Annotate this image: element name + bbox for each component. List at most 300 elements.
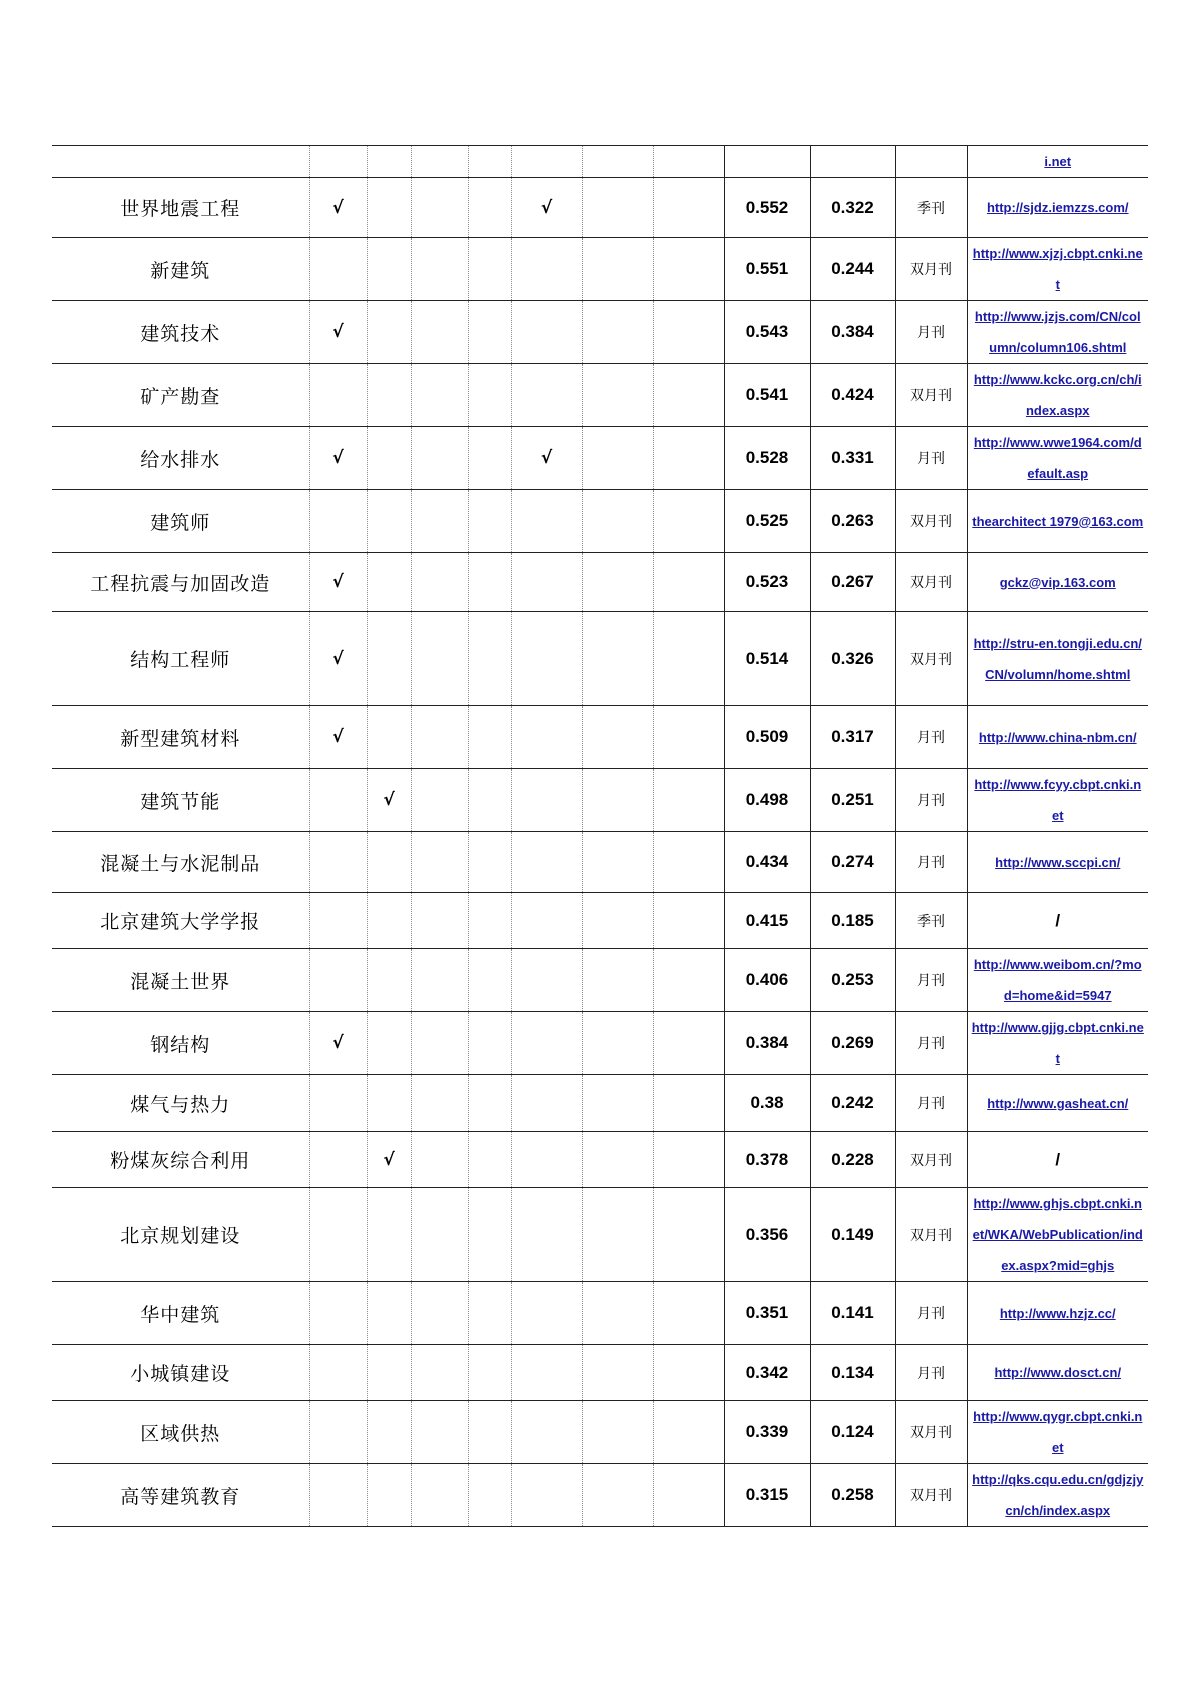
index-mark-cell <box>582 1132 653 1188</box>
immediacy-cell: 0.317 <box>810 706 895 769</box>
index-mark-cell <box>411 1075 468 1132</box>
index-mark-cell <box>367 238 411 301</box>
index-mark-cell <box>468 1464 511 1527</box>
index-mark-cell <box>653 893 724 949</box>
index-mark-cell <box>367 1188 411 1282</box>
index-mark-cell <box>367 612 411 706</box>
index-mark-cell <box>511 1075 582 1132</box>
index-mark-cell <box>367 1075 411 1132</box>
journal-table-body <box>52 146 1148 1527</box>
journal-name-cell: 建筑师 <box>52 490 309 553</box>
frequency-cell: 季刊 <box>895 893 967 949</box>
journal-name-cell: 新型建筑材料 <box>52 706 309 769</box>
index-mark-cell <box>411 769 468 832</box>
frequency-cell: 月刊 <box>895 301 967 364</box>
website-cell <box>967 1464 1148 1527</box>
index-mark-cell: √ <box>367 1132 411 1188</box>
index-mark-cell <box>411 1188 468 1282</box>
immediacy-cell: 0.322 <box>810 178 895 238</box>
index-mark-cell <box>468 893 511 949</box>
table-row <box>52 490 1148 553</box>
index-mark-cell <box>653 832 724 893</box>
index-mark-cell <box>653 1464 724 1527</box>
frequency-cell: 双月刊 <box>895 1188 967 1282</box>
index-mark-cell <box>309 146 367 178</box>
index-mark-cell <box>582 490 653 553</box>
table-row <box>52 893 1148 949</box>
index-mark-cell <box>411 893 468 949</box>
website-link[interactable]: http://www.fcyy.cbpt.cnki.net <box>974 777 1142 823</box>
impact-factor-cell: 0.551 <box>724 238 810 301</box>
table-row <box>52 612 1148 706</box>
table-row <box>52 1282 1148 1345</box>
website-cell <box>967 1075 1148 1132</box>
journal-name-cell: 北京规划建设 <box>52 1188 309 1282</box>
website-cell <box>967 364 1148 427</box>
index-mark-cell <box>582 146 653 178</box>
website-cell <box>967 301 1148 364</box>
immediacy-cell: 0.326 <box>810 612 895 706</box>
immediacy-cell: 0.242 <box>810 1075 895 1132</box>
index-mark-cell <box>582 612 653 706</box>
index-mark-cell <box>653 301 724 364</box>
journal-name-cell: 结构工程师 <box>52 612 309 706</box>
journal-table <box>52 145 1148 1527</box>
index-mark-cell <box>511 146 582 178</box>
index-mark-cell <box>309 832 367 893</box>
index-mark-cell <box>582 949 653 1012</box>
index-mark-cell <box>411 1464 468 1527</box>
immediacy-cell: 0.149 <box>810 1188 895 1282</box>
index-mark-cell <box>309 1464 367 1527</box>
table-row <box>52 1075 1148 1132</box>
index-mark-cell <box>309 893 367 949</box>
index-mark-cell <box>309 1401 367 1464</box>
index-mark-cell <box>582 1345 653 1401</box>
website-cell <box>967 949 1148 1012</box>
immediacy-cell: 0.263 <box>810 490 895 553</box>
index-mark-cell <box>582 1012 653 1075</box>
index-mark-cell <box>582 301 653 364</box>
frequency-cell: 月刊 <box>895 706 967 769</box>
website-link[interactable]: http://www.kckc.org.cn/ch/index.aspx <box>973 372 1142 418</box>
impact-factor-cell: 0.351 <box>724 1282 810 1345</box>
immediacy-cell: 0.384 <box>810 301 895 364</box>
index-mark-cell: √ <box>309 1012 367 1075</box>
immediacy-cell: 0.269 <box>810 1012 895 1075</box>
index-mark-cell <box>511 832 582 893</box>
frequency-cell: 月刊 <box>895 1012 967 1075</box>
index-mark-cell <box>367 490 411 553</box>
index-mark-cell <box>511 769 582 832</box>
table-row <box>52 1401 1148 1464</box>
website-cell <box>967 832 1148 893</box>
index-mark-cell: √ <box>309 178 367 238</box>
index-mark-cell <box>511 1132 582 1188</box>
website-link[interactable]: http://www.weibom.cn/?mod=home&id=5947 <box>973 957 1142 1003</box>
table-row <box>52 832 1148 893</box>
index-mark-cell <box>367 1464 411 1527</box>
impact-factor-cell: 0.406 <box>724 949 810 1012</box>
index-mark-cell <box>468 1012 511 1075</box>
website-cell <box>967 1345 1148 1401</box>
website-cell <box>967 893 1148 949</box>
index-mark-cell <box>653 1075 724 1132</box>
index-mark-cell <box>582 427 653 490</box>
index-mark-cell <box>653 490 724 553</box>
index-mark-cell <box>511 1282 582 1345</box>
journal-name-cell: 北京建筑大学学报 <box>52 893 309 949</box>
journal-name-cell: 小城镇建设 <box>52 1345 309 1401</box>
index-mark-cell <box>653 364 724 427</box>
index-mark-cell <box>653 769 724 832</box>
website-link[interactable]: http://www.jzjs.com/CN/column/column106.shtml <box>974 309 1141 355</box>
table-row <box>52 1188 1148 1282</box>
index-mark-cell: √ <box>309 553 367 612</box>
website-link[interactable]: http://www.china-nbm.cn/ <box>978 729 1137 745</box>
no-website-mark: / <box>1055 910 1061 930</box>
index-mark-cell <box>367 706 411 769</box>
index-mark-cell <box>411 427 468 490</box>
index-mark-cell <box>511 612 582 706</box>
index-mark-cell <box>653 146 724 178</box>
index-mark-cell <box>411 706 468 769</box>
index-mark-cell <box>309 769 367 832</box>
index-mark-cell <box>511 553 582 612</box>
index-mark-cell: √ <box>511 178 582 238</box>
website-link[interactable]: http://www.xjzj.cbpt.cnki.net <box>972 246 1143 292</box>
immediacy-cell: 0.185 <box>810 893 895 949</box>
website-link[interactable]: http://www.wwe1964.com/default.asp <box>973 435 1142 481</box>
index-mark-cell: √ <box>511 427 582 490</box>
index-mark-cell <box>468 490 511 553</box>
frequency-cell: 月刊 <box>895 427 967 490</box>
frequency-cell: 月刊 <box>895 832 967 893</box>
frequency-cell: 双月刊 <box>895 1132 967 1188</box>
index-mark-cell <box>468 949 511 1012</box>
index-mark-cell <box>411 1012 468 1075</box>
index-mark-cell <box>582 238 653 301</box>
index-mark-cell <box>411 553 468 612</box>
index-mark-cell <box>411 364 468 427</box>
journal-name-cell: 华中建筑 <box>52 1282 309 1345</box>
index-mark-cell <box>511 238 582 301</box>
index-mark-cell <box>309 364 367 427</box>
index-mark-cell <box>468 1282 511 1345</box>
immediacy-cell: 0.251 <box>810 769 895 832</box>
index-mark-cell <box>653 1345 724 1401</box>
immediacy-cell: 0.253 <box>810 949 895 1012</box>
website-cell <box>967 146 1148 178</box>
index-mark-cell <box>367 893 411 949</box>
website-cell <box>967 178 1148 238</box>
table-row <box>52 949 1148 1012</box>
index-mark-cell <box>367 832 411 893</box>
immediacy-cell: 0.228 <box>810 1132 895 1188</box>
index-mark-cell <box>653 1401 724 1464</box>
website-cell <box>967 1401 1148 1464</box>
index-mark-cell <box>411 1282 468 1345</box>
index-mark-cell <box>653 178 724 238</box>
index-mark-cell <box>367 949 411 1012</box>
frequency-cell: 双月刊 <box>895 490 967 553</box>
index-mark-cell <box>653 1012 724 1075</box>
journal-name-cell: 矿产勘查 <box>52 364 309 427</box>
index-mark-cell <box>411 301 468 364</box>
index-mark-cell <box>653 612 724 706</box>
immediacy-cell: 0.124 <box>810 1401 895 1464</box>
index-mark-cell <box>582 364 653 427</box>
index-mark-cell: √ <box>309 612 367 706</box>
immediacy-cell: 0.134 <box>810 1345 895 1401</box>
index-mark-cell <box>582 1188 653 1282</box>
website-cell <box>967 1132 1148 1188</box>
website-link[interactable]: http://www.hzjz.cc/ <box>999 1305 1116 1321</box>
website-link[interactable]: i.net <box>1044 154 1072 169</box>
index-mark-cell <box>653 1188 724 1282</box>
index-mark-cell <box>582 178 653 238</box>
index-mark-cell <box>582 1401 653 1464</box>
index-mark-cell <box>511 364 582 427</box>
journal-name-cell: 钢结构 <box>52 1012 309 1075</box>
index-mark-cell <box>411 949 468 1012</box>
impact-factor-cell: 0.342 <box>724 1345 810 1401</box>
table-row <box>52 706 1148 769</box>
immediacy-cell: 0.274 <box>810 832 895 893</box>
index-mark-cell <box>582 1464 653 1527</box>
impact-factor-cell: 0.356 <box>724 1188 810 1282</box>
impact-factor-cell <box>724 146 810 178</box>
index-mark-cell <box>468 612 511 706</box>
no-website-mark: / <box>1055 1149 1061 1169</box>
impact-factor-cell: 0.509 <box>724 706 810 769</box>
index-mark-cell <box>511 1188 582 1282</box>
website-link[interactable]: http://stru-en.tongji.edu.cn/CN/volumn/home.shtml <box>973 635 1142 682</box>
index-mark-cell <box>582 893 653 949</box>
index-mark-cell <box>653 1282 724 1345</box>
index-mark-cell <box>468 364 511 427</box>
frequency-cell: 双月刊 <box>895 612 967 706</box>
frequency-cell: 双月刊 <box>895 1401 967 1464</box>
frequency-cell: 双月刊 <box>895 553 967 612</box>
index-mark-cell <box>309 490 367 553</box>
index-mark-cell <box>468 832 511 893</box>
frequency-cell: 季刊 <box>895 178 967 238</box>
frequency-cell: 月刊 <box>895 1075 967 1132</box>
index-mark-cell <box>411 832 468 893</box>
website-link[interactable]: http://www.ghjs.cbpt.cnki.net/WKA/WebPublication/index.aspx?mid=ghjs <box>972 1196 1143 1273</box>
index-mark-cell <box>468 178 511 238</box>
index-mark-cell <box>367 1282 411 1345</box>
index-mark-cell <box>309 1345 367 1401</box>
index-mark-cell <box>468 1188 511 1282</box>
index-mark-cell <box>653 238 724 301</box>
table-row <box>52 238 1148 301</box>
index-mark-cell <box>411 1345 468 1401</box>
table-row <box>52 364 1148 427</box>
website-cell <box>967 1282 1148 1345</box>
journal-name-cell <box>52 146 309 178</box>
index-mark-cell <box>309 238 367 301</box>
index-mark-cell <box>468 1075 511 1132</box>
immediacy-cell: 0.267 <box>810 553 895 612</box>
index-mark-cell <box>411 490 468 553</box>
index-mark-cell <box>653 1132 724 1188</box>
index-mark-cell <box>468 1132 511 1188</box>
index-mark-cell <box>511 1401 582 1464</box>
website-cell <box>967 1012 1148 1075</box>
impact-factor-cell: 0.339 <box>724 1401 810 1464</box>
index-mark-cell <box>653 706 724 769</box>
index-mark-cell <box>309 1188 367 1282</box>
journal-name-cell: 新建筑 <box>52 238 309 301</box>
impact-factor-cell: 0.384 <box>724 1012 810 1075</box>
frequency-cell <box>895 146 967 178</box>
index-mark-cell <box>367 178 411 238</box>
index-mark-cell <box>511 893 582 949</box>
journal-name-cell: 高等建筑教育 <box>52 1464 309 1527</box>
index-mark-cell <box>309 1075 367 1132</box>
index-mark-cell <box>367 146 411 178</box>
website-cell <box>967 612 1148 706</box>
index-mark-cell <box>411 1132 468 1188</box>
index-mark-cell <box>582 1282 653 1345</box>
impact-factor-cell: 0.38 <box>724 1075 810 1132</box>
index-mark-cell <box>653 427 724 490</box>
index-mark-cell <box>511 490 582 553</box>
index-mark-cell <box>411 612 468 706</box>
impact-factor-cell: 0.315 <box>724 1464 810 1527</box>
index-mark-cell <box>511 1345 582 1401</box>
website-link[interactable]: http://www.sccpi.cn/ <box>995 854 1121 870</box>
journal-name-cell: 煤气与热力 <box>52 1075 309 1132</box>
frequency-cell: 月刊 <box>895 1345 967 1401</box>
table-row <box>52 1345 1148 1401</box>
website-cell <box>967 238 1148 301</box>
impact-factor-cell: 0.378 <box>724 1132 810 1188</box>
impact-factor-cell: 0.523 <box>724 553 810 612</box>
frequency-cell: 双月刊 <box>895 364 967 427</box>
immediacy-cell: 0.141 <box>810 1282 895 1345</box>
index-mark-cell <box>367 1345 411 1401</box>
website-link[interactable]: thearchitect 1979@163.com <box>972 513 1144 529</box>
immediacy-cell: 0.258 <box>810 1464 895 1527</box>
impact-factor-cell: 0.434 <box>724 832 810 893</box>
website-cell <box>967 553 1148 612</box>
index-mark-cell <box>582 706 653 769</box>
impact-factor-cell: 0.528 <box>724 427 810 490</box>
frequency-cell: 月刊 <box>895 949 967 1012</box>
index-mark-cell <box>367 364 411 427</box>
website-link[interactable]: http://qks.cqu.edu.cn/gdjzjycn/ch/index.aspx <box>972 1472 1144 1518</box>
index-mark-cell <box>468 427 511 490</box>
journal-name-cell: 给水排水 <box>52 427 309 490</box>
journal-name-cell: 区域供热 <box>52 1401 309 1464</box>
table-row <box>52 1132 1148 1188</box>
table-row <box>52 769 1148 832</box>
index-mark-cell <box>582 1075 653 1132</box>
index-mark-cell <box>468 146 511 178</box>
journal-name-cell: 混凝土与水泥制品 <box>52 832 309 893</box>
index-mark-cell: √ <box>367 769 411 832</box>
index-mark-cell <box>411 1401 468 1464</box>
impact-factor-cell: 0.543 <box>724 301 810 364</box>
table-row <box>52 553 1148 612</box>
immediacy-cell: 0.244 <box>810 238 895 301</box>
journal-name-cell: 混凝土世界 <box>52 949 309 1012</box>
index-mark-cell <box>468 706 511 769</box>
table-row <box>52 178 1148 238</box>
index-mark-cell <box>511 706 582 769</box>
table-row <box>52 427 1148 490</box>
index-mark-cell <box>468 769 511 832</box>
website-link[interactable]: http://www.gjjg.cbpt.cnki.net <box>971 1020 1144 1066</box>
index-mark-cell <box>468 301 511 364</box>
frequency-cell: 月刊 <box>895 1282 967 1345</box>
index-mark-cell <box>511 1464 582 1527</box>
website-cell <box>967 427 1148 490</box>
journal-name-cell: 世界地震工程 <box>52 178 309 238</box>
frequency-cell: 月刊 <box>895 769 967 832</box>
immediacy-cell <box>810 146 895 178</box>
table-row <box>52 146 1148 178</box>
table-row <box>52 1012 1148 1075</box>
impact-factor-cell: 0.415 <box>724 893 810 949</box>
immediacy-cell: 0.331 <box>810 427 895 490</box>
index-mark-cell <box>411 238 468 301</box>
index-mark-cell <box>309 1282 367 1345</box>
index-mark-cell <box>309 1132 367 1188</box>
index-mark-cell <box>511 301 582 364</box>
table-row <box>52 1464 1148 1527</box>
index-mark-cell: √ <box>309 706 367 769</box>
index-mark-cell <box>367 301 411 364</box>
index-mark-cell <box>367 1401 411 1464</box>
website-link[interactable]: http://sjdz.iemzzs.com/ <box>986 200 1129 215</box>
impact-factor-cell: 0.525 <box>724 490 810 553</box>
index-mark-cell <box>582 769 653 832</box>
index-mark-cell <box>511 1012 582 1075</box>
website-cell <box>967 490 1148 553</box>
frequency-cell: 双月刊 <box>895 238 967 301</box>
immediacy-cell: 0.424 <box>810 364 895 427</box>
index-mark-cell <box>309 949 367 1012</box>
index-mark-cell <box>468 1401 511 1464</box>
index-mark-cell <box>468 1345 511 1401</box>
website-link[interactable]: http://www.dosct.cn/ <box>994 1365 1122 1380</box>
index-mark-cell <box>582 553 653 612</box>
journal-name-cell: 建筑技术 <box>52 301 309 364</box>
impact-factor-cell: 0.498 <box>724 769 810 832</box>
index-mark-cell <box>511 949 582 1012</box>
index-mark-cell <box>653 949 724 1012</box>
journal-name-cell: 工程抗震与加固改造 <box>52 553 309 612</box>
journal-name-cell: 粉煤灰综合利用 <box>52 1132 309 1188</box>
website-link[interactable]: http://www.qygr.cbpt.cnki.net <box>973 1409 1143 1455</box>
impact-factor-cell: 0.552 <box>724 178 810 238</box>
index-mark-cell <box>468 238 511 301</box>
index-mark-cell <box>653 553 724 612</box>
website-link[interactable]: gckz@vip.163.com <box>999 574 1116 590</box>
index-mark-cell <box>468 553 511 612</box>
table-row <box>52 301 1148 364</box>
impact-factor-cell: 0.514 <box>724 612 810 706</box>
index-mark-cell: √ <box>309 427 367 490</box>
index-mark-cell <box>367 553 411 612</box>
journal-name-cell: 建筑节能 <box>52 769 309 832</box>
website-link[interactable]: http://www.gasheat.cn/ <box>987 1095 1129 1111</box>
index-mark-cell <box>411 146 468 178</box>
